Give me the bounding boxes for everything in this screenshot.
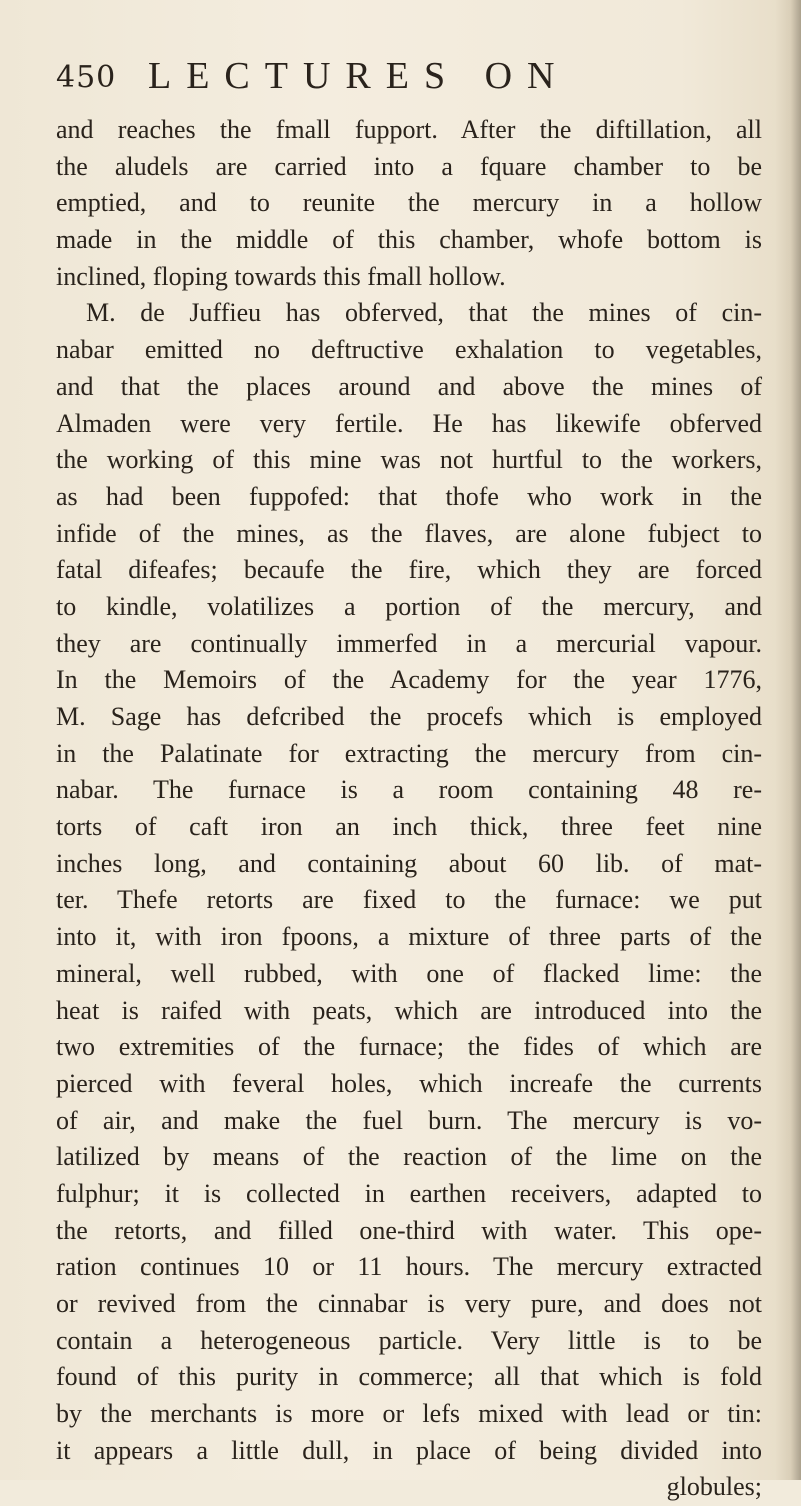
text-line: inches long, and containing about 60 lib. of mat-: [56, 848, 762, 878]
text-line: fatal difeafes; becaufe the fire, which they are forced: [56, 555, 762, 585]
catchword: globules;: [666, 1472, 762, 1502]
text-line: to kindle, volatilizes a portion of the mercury, and: [56, 591, 762, 621]
page-edge-shadow: [775, 0, 801, 1480]
text-line: found of this purity in commerce; all that which is fold: [56, 1362, 762, 1392]
text-line: the working of this mine was not hurtful to the workers,: [56, 445, 762, 475]
running-title: LECTURES ON: [148, 55, 570, 97]
running-head: [56, 52, 736, 102]
text-line: latilized by means of the reaction of the lime on the: [56, 1142, 762, 1172]
text-line: ter. Thefe retorts are fixed to the furnace: we put: [56, 885, 762, 915]
text-line: in the Palatinate for extracting the mercury from cin-: [56, 738, 762, 768]
text-line: by the merchants is more or lefs mixed with lead or tin:: [56, 1399, 762, 1429]
text-line: nabar. The furnace is a room containing 48 re-: [56, 775, 762, 805]
text-line: infide of the mines, as the flaves, are alone fubject to: [56, 518, 762, 548]
page-number: 450: [56, 60, 117, 95]
text-line: two extremities of the furnace; the fides of which are: [56, 1032, 762, 1062]
text-line: torts of caft iron an inch thick, three feet nine: [56, 812, 762, 842]
text-line: made in the middle of this chamber, whofe bottom is: [56, 225, 762, 255]
text-line: heat is raifed with peats, which are introduced into the: [56, 995, 762, 1025]
text-line: M. Sage has defcribed the procefs which is employed: [56, 702, 762, 731]
text-line: the retorts, and filled one-third with water. This ope-: [56, 1215, 762, 1245]
text-line: as had been fuppofed: that thofe who work in the: [56, 481, 762, 511]
text-line: ration continues 10 or 11 hours. The mercury extracted: [56, 1252, 762, 1282]
text-line: nabar emitted no deftructive exhalation to vegetables,: [56, 335, 762, 365]
text-line: emptied, and to reunite the mercury in a hollow: [56, 188, 762, 218]
text-line: into it, with iron fpoons, a mixture of three parts of the: [56, 922, 762, 952]
text-line: In the Memoirs of the Academy for the year 1776,: [56, 665, 762, 695]
text-line: they are continually immerfed in a mercurial vapour.: [56, 628, 762, 658]
text-line: it appears a little dull, in place of being divided into: [56, 1435, 762, 1465]
text-line: of air, and make the fuel burn. The mercury is vo-: [56, 1105, 762, 1135]
text-line: or revived from the cinnabar is very pure, and does not: [56, 1289, 762, 1318]
text-line: pierced with feveral holes, which increafe the currents: [56, 1068, 762, 1098]
text-line: mineral, well rubbed, with one of flacked lime: the: [56, 958, 762, 988]
text-line: contain a heterogeneous particle. Very little is to be: [56, 1325, 762, 1355]
text-line: fulphur; it is collected in earthen receivers, adapted to: [56, 1178, 762, 1208]
text-line: M. de Juffieu has obferved, that the mines of cin-: [86, 298, 762, 328]
text-line: and that the places around and above the mines of: [56, 371, 762, 401]
text-line: the aludels are carried into a fquare chamber to be: [56, 151, 762, 181]
text-line: inclined, floping towards this fmall hollow.: [56, 261, 506, 291]
text-line: and reaches the fmall fupport. After the diftillation, all: [56, 115, 762, 144]
text-line: Almaden were very fertile. He has likewife obferved: [56, 408, 762, 438]
body-text: [56, 112, 762, 1506]
